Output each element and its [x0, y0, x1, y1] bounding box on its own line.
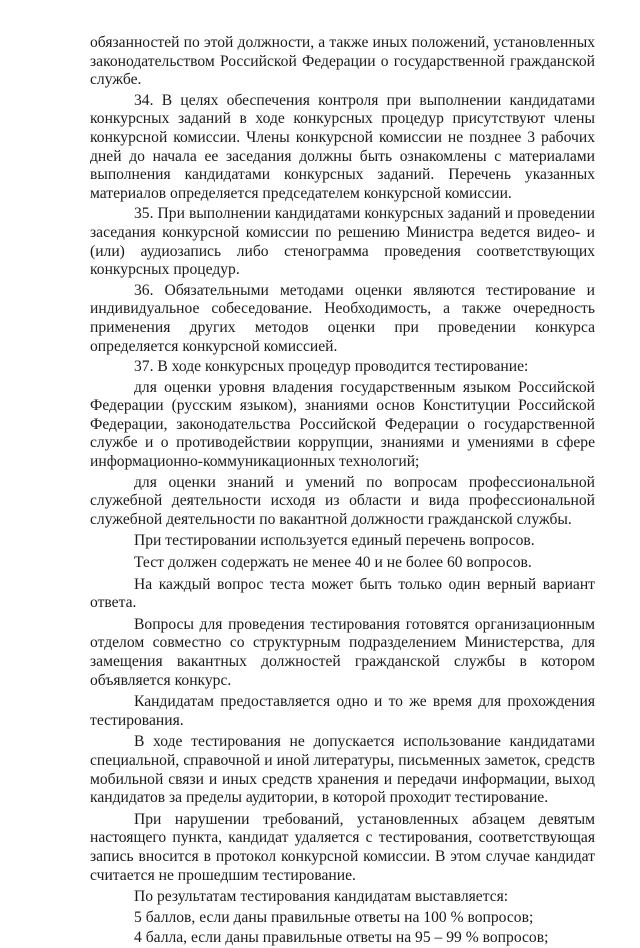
paragraph-equal-time: Кандидатам предоставляется одно и то же время для прохождения тестирования.: [90, 693, 595, 729]
paragraph-question-count: Тест должен содержать не менее 40 и не более 60 вопросов.: [134, 554, 532, 572]
paragraph-language-test: для оценки уровня владения государственным языком Российской Федерации (русским языком), знаниями основ Конституции Российской Федерации, законодательства Российской Федерации о государственной службе и о противодействии коррупции, знаниями и умениями в сфере информационно-коммуникационных технологий;: [90, 378, 595, 471]
paragraph-scoring-intro: По результатам тестирования кандидатам выставляется:: [134, 888, 509, 906]
paragraph-score-5: 5 баллов, если даны правильные ответы на 100 % вопросов;: [134, 908, 534, 926]
document-page: [90, 34, 595, 948]
paragraph-question-list: При тестировании используется единый перечень вопросов.: [134, 532, 535, 550]
paragraph-item-34: 34. В целях обеспечения контроля при выполнении кандидатами конкурсных заданий в ходе конкурсных процедур присутствуют члены конкурсной комиссии. Члены конкурсной комиссии не позднее 3 рабочих дней до начала ее заседания должны быть ознакомлены с материалами выполнения кандидатами конкурсных заданий. Перечень указанных материалов определяется председателем конкурсной комиссии.: [90, 91, 595, 202]
paragraph-item-36: 36. Обязательными методами оценки являются тестирование и индивидуальное собеседование. Необходимость, а также очередность применения других методов оценки при проведении конкурса определяется конкурсной комиссией.: [90, 281, 595, 355]
paragraph-question-preparation: Вопросы для проведения тестирования готовятся организационным отделом совместно со структурным подразделением Министерства, для замещения вакантных должностей гражданской службы в котором объявляется конкурс.: [90, 615, 595, 689]
paragraph-item-37: 37. В ходе конкурсных процедур проводится тестирование:: [134, 358, 529, 376]
paragraph-single-answer: На каждый вопрос теста может быть только один верный вариант ответа.: [90, 575, 595, 612]
paragraph-continuation: обязанностей по этой должности, а также иных положений, установленных законодательством Российской Федерации о государственной гражданской службе.: [90, 34, 595, 89]
paragraph-score-4: 4 балла, если даны правильные ответы на 95 – 99 % вопросов;: [134, 929, 549, 947]
paragraph-professional-test: для оценки знаний и умений по вопросам профессиональной служебной деятельности исходя из области и вида профессиональной служебной деятельности по вакантной должности гражданской службы.: [90, 473, 595, 528]
paragraph-prohibitions: В ходе тестирования не допускается использование кандидатами специальной, справочной и иной литературы, письменных заметок, средств мобильной связи и иных средств хранения и передачи информации, выход кандидатов за пределы аудитории, в которой проходит тестирование.: [90, 733, 595, 807]
paragraph-item-35: 35. При выполнении кандидатами конкурсных заданий и проведении заседания конкурсной комиссии по решению Министра ведется видео- и (или) аудиозапись либо стенограмма проведения соответствующих конкурсных процедур.: [90, 205, 595, 279]
paragraph-violation: При нарушении требований, установленных абзацем девятым настоящего пункта, кандидат удаляется с тестирования, соответствующая запись вносится в протокол конкурсной комиссии. В этом случае кандидат считается не прошедшим тестирование.: [90, 810, 595, 884]
